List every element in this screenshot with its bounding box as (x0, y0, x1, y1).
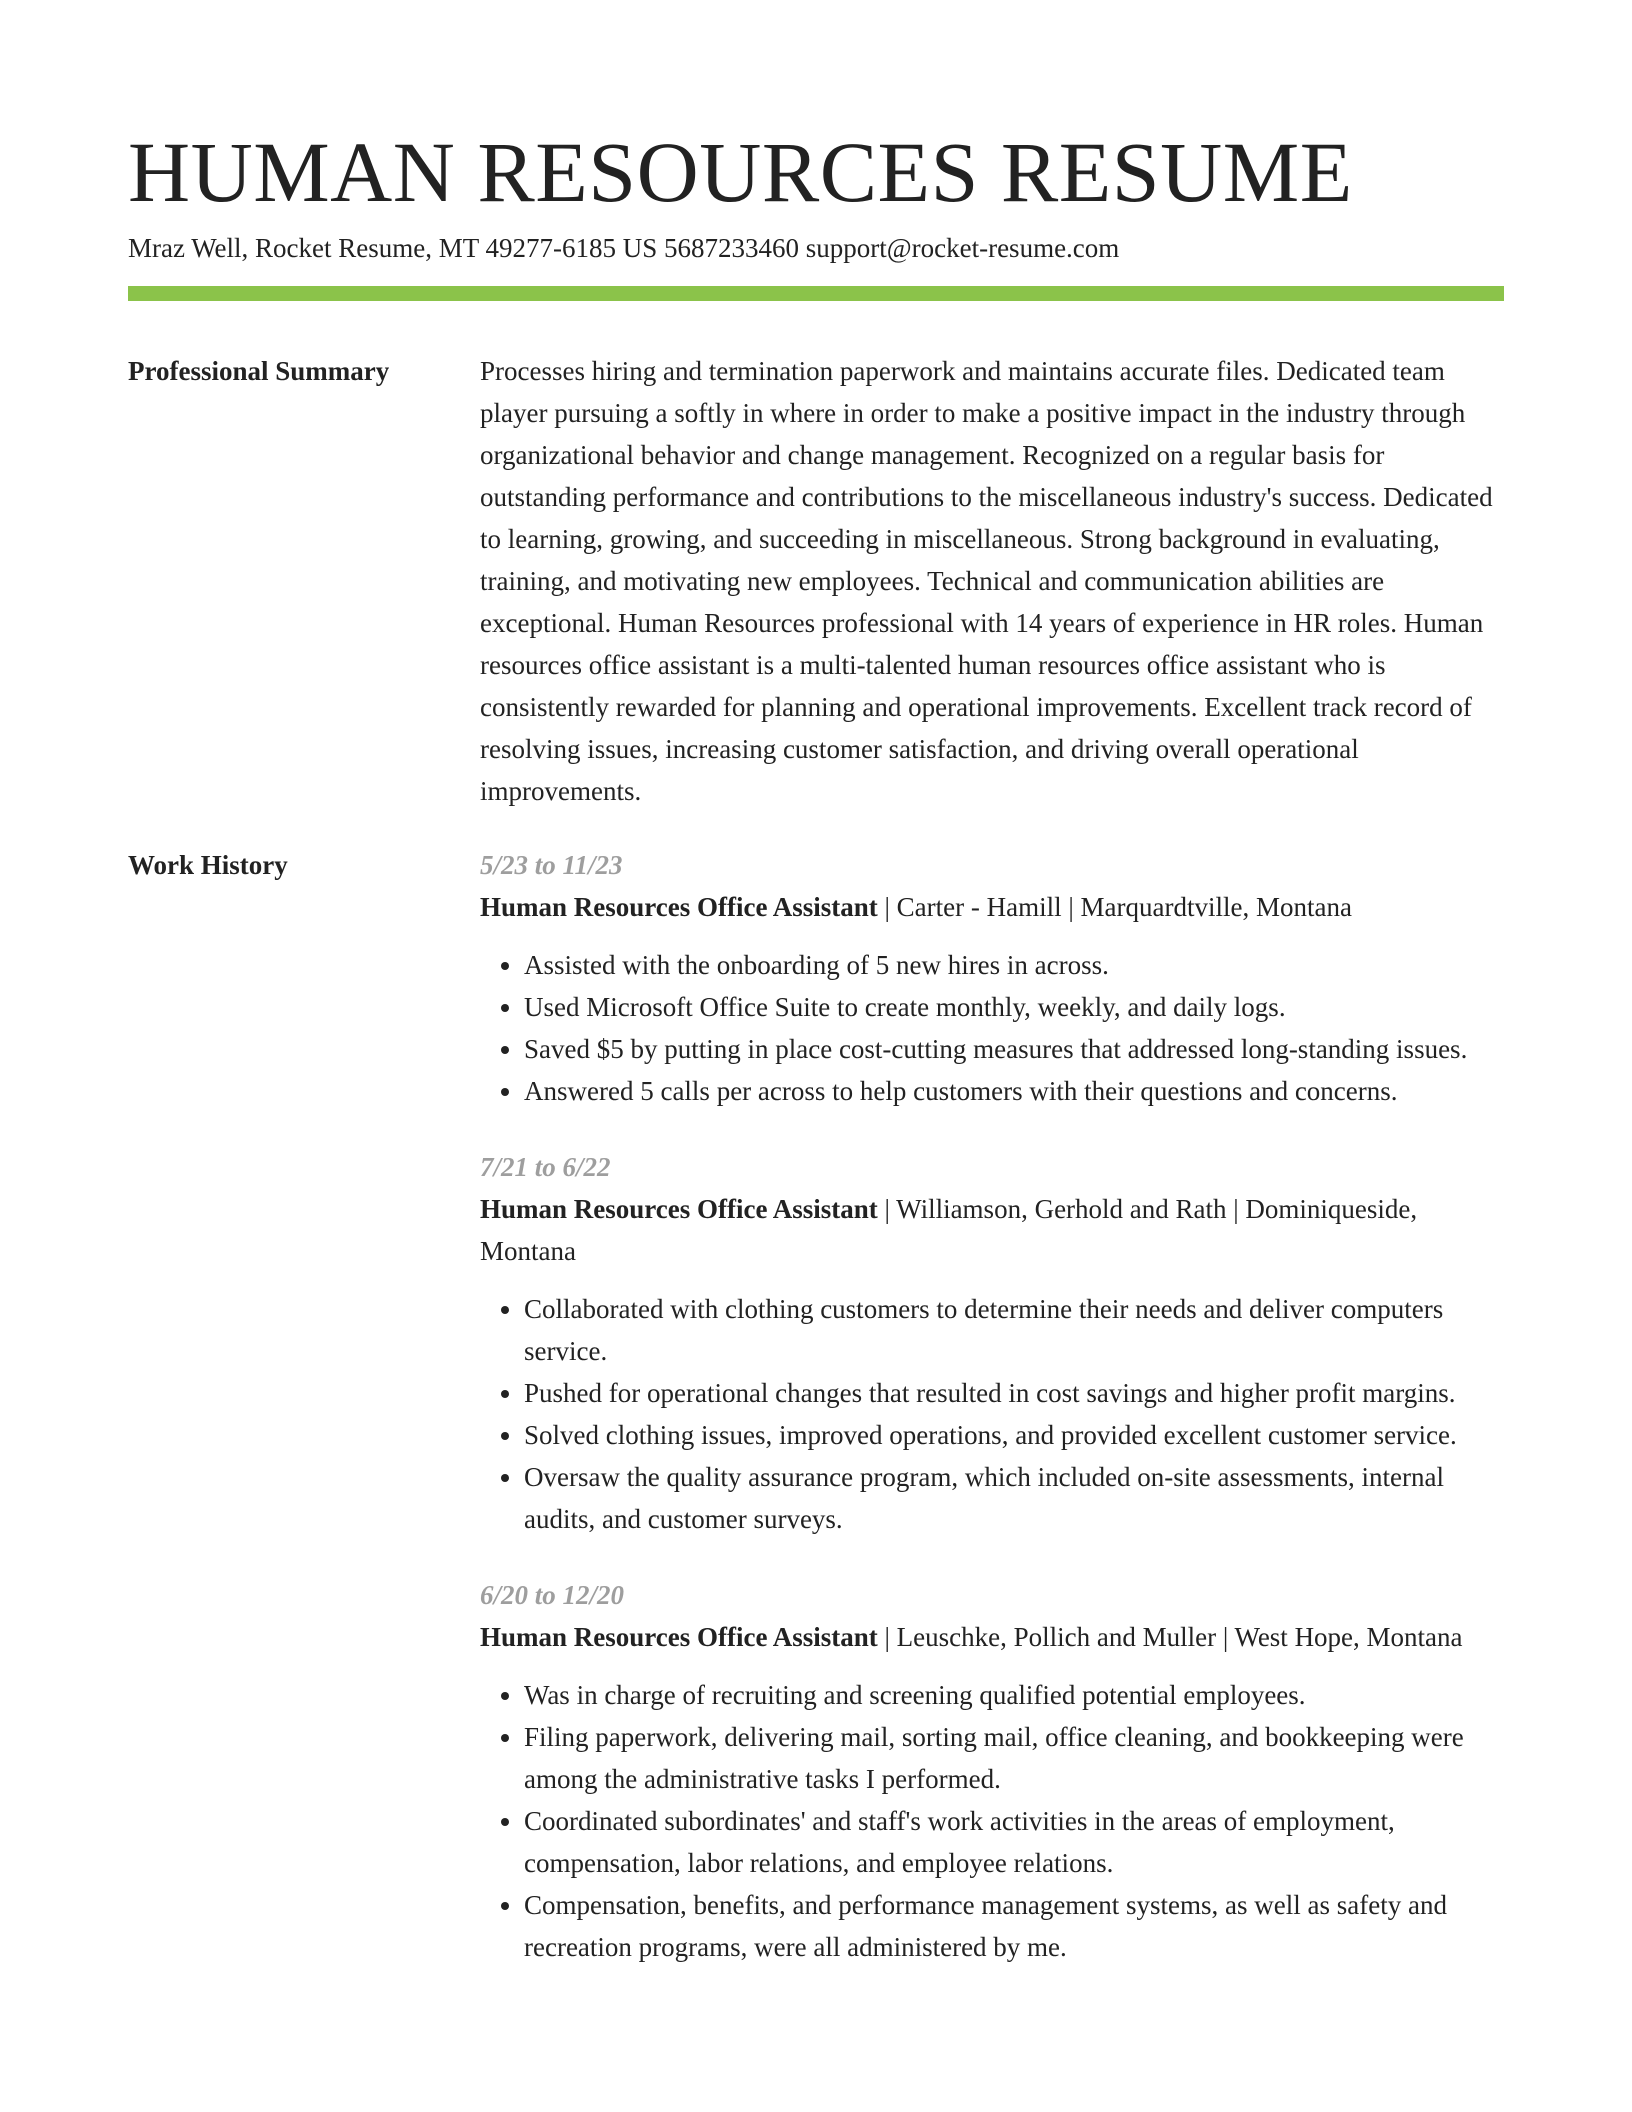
job-title: Human Resources Office Assistant (480, 1194, 878, 1224)
summary-text: Processes hiring and termination paperwork and maintains accurate files. Dedicated team player pursuing a softly in where in order to make a positive impact in the industry through organizational behavior and change management. Recognized on a regular basis for outstanding performance and contributions to the miscellaneous industry's success. Dedicated to learning, growing, and succeeding in miscellaneous. Strong background in evaluating, training, and motivating new employees. Technical and communication abilities are exceptional. Human Resources professional with 14 years of experience in HR roles. Human resources office assistant is a multi-talented human resources office assistant who is consistently rewarded for planning and operational improvements. Excellent track record of resolving issues, increasing customer satisfaction, and driving overall operational improvements. (480, 356, 1493, 806)
job-heading (480, 1616, 1504, 1658)
job-heading (480, 886, 1504, 928)
job-details: | Williamson, Gerhold and Rath | Dominiqueside, Montana (480, 1194, 1418, 1266)
job-bullet: • Solved clothing issues, improved operations, and provided excellent customer service. (524, 1414, 1504, 1456)
job-bullet: • Was in charge of recruiting and screening qualified potential employees. (524, 1674, 1504, 1716)
job-details: | Leuschke, Pollich and Muller | West Hope, Montana (877, 1622, 1463, 1652)
job-entry (480, 1574, 1504, 1968)
job-bullet: • Answered 5 calls per across to help customers with their questions and concerns. (524, 1070, 1504, 1112)
resume-title: HUMAN RESOURCES RESUME (128, 124, 1353, 220)
job-bullet: • Used Microsoft Office Suite to create monthly, weekly, and daily logs. (524, 986, 1504, 1028)
job-bullets (480, 944, 1504, 1112)
job-heading (480, 1188, 1504, 1272)
job-dates: 5/23 to 11/23 (480, 850, 623, 880)
job-bullets (480, 1674, 1504, 1968)
job-bullet: • Compensation, benefits, and performance management systems, as well as safety and recreation programs, were all administered by me. (524, 1884, 1504, 1968)
job-bullet: • Pushed for operational changes that resulted in cost savings and higher profit margins. (524, 1372, 1504, 1414)
job-bullet: • Assisted with the onboarding of 5 new hires in across. (524, 944, 1504, 986)
job-details: | Carter - Hamill | Marquardtville, Montana (877, 892, 1352, 922)
job-bullets (480, 1288, 1504, 1540)
job-bullet: • Collaborated with clothing customers to determine their needs and deliver computers service. (524, 1288, 1504, 1372)
job-title: Human Resources Office Assistant (480, 892, 878, 922)
header-divider (128, 286, 1504, 301)
job-bullet: • Saved $5 by putting in place cost-cutting measures that addressed long-standing issues. (524, 1028, 1504, 1070)
work-history-body (480, 844, 1504, 2002)
job-bullet: • Filing paperwork, delivering mail, sorting mail, office cleaning, and bookkeeping were among the administrative tasks I performed. (524, 1716, 1504, 1800)
summary-body (480, 350, 1504, 812)
job-bullet: • Oversaw the quality assurance program, which included on-site assessments, internal audits, and customer surveys. (524, 1456, 1504, 1540)
job-bullet: • Coordinated subordinates' and staff's work activities in the areas of employment, compensation, labor relations, and employee relations. (524, 1800, 1504, 1884)
summary-label: Professional Summary (128, 356, 390, 386)
job-dates: 7/21 to 6/22 (480, 1152, 611, 1182)
job-dates: 6/20 to 12/20 (480, 1580, 625, 1610)
job-entry (480, 1146, 1504, 1540)
contact-line: Mraz Well, Rocket Resume, MT 49277-6185 US 5687233460 support@rocket-resume.com (128, 233, 1120, 263)
job-title: Human Resources Office Assistant (480, 1622, 878, 1652)
job-entry (480, 844, 1504, 1112)
work-history-label: Work History (128, 850, 288, 880)
